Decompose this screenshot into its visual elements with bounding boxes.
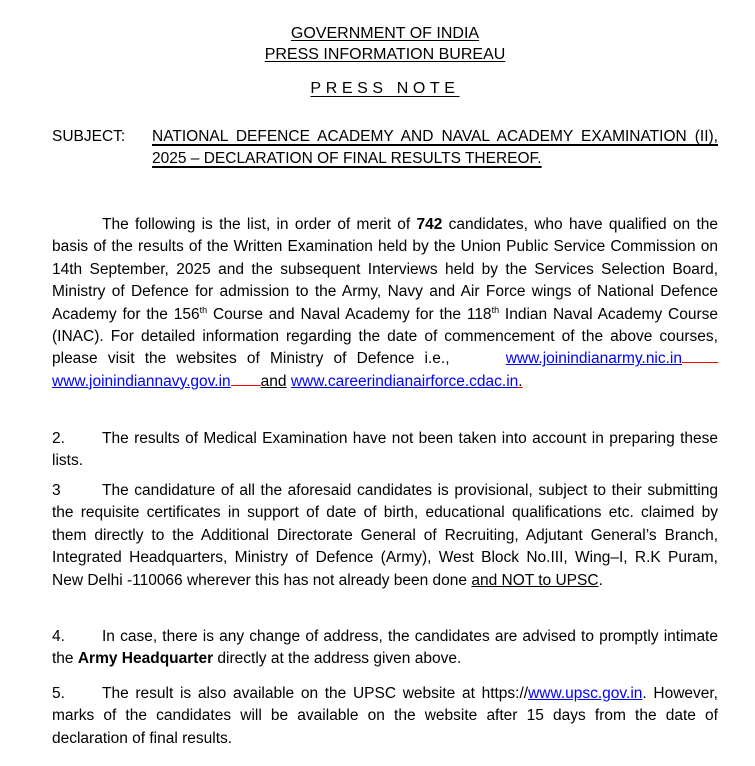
header-press-information-bureau: PRESS INFORMATION BUREAU xyxy=(264,46,506,63)
para4-text-2: directly at the address given above. xyxy=(213,650,462,668)
para5-text-2: . However, marks of the candidates will be available on the website after 15 days from the date of declaration of final results. xyxy=(52,685,718,747)
subject-block xyxy=(52,126,718,169)
press-note-title: PRESS NOTE xyxy=(310,80,460,97)
subject-text: NATIONAL DEFENCE ACADEMY AND NAVAL ACADEMY EXAMINATION (II), 2025 – DECLARATION OF FINAL RESULTS THEREOF. xyxy=(152,128,718,167)
para1-text-1: The following is the list, in order of merit of xyxy=(102,216,417,233)
para3-number: 3 xyxy=(52,482,61,499)
para1-text-2: candidates, who have qualified on the basis of the results of the Written Examination held by the Union Public Service Commission on 14th September, 2025 and the subsequent Interviews held by the Services Selection Board, Ministry of Defence for admission to the Army, Navy and Air Force wings of National Defence Academy for the 156 xyxy=(52,216,718,323)
and-text: and xyxy=(260,372,287,390)
para5-text-1: The result is also available on the UPSC website at https:// xyxy=(102,685,529,702)
candidate-count: 742 xyxy=(416,216,443,233)
para2-number: 2. xyxy=(52,430,65,447)
para1-text-3: Course and Naval Academy for the 118 xyxy=(207,305,492,323)
para2-text: The results of Medical Examination have not been taken into account in preparing these lists. xyxy=(52,430,718,470)
para3-text: The candidature of all the aforesaid candidates is provisional, subject to their submitting the requisite certificates in support of date of birth, educational qualifications etc. claimed by them directly to the Additional Directorate General of Recruiting, Adjutant General’s Branch, Integrated Headquarters, Ministry of Defence (Army), West Block No.III, Wing–I, R.K Puram, New Delhi -110066 wherever this has not already been done xyxy=(52,482,718,589)
paragraph-5 xyxy=(52,683,718,750)
sup-th-1: th xyxy=(199,304,208,315)
link-join-indian-navy[interactable]: www.joinindiannavy.gov.in xyxy=(52,372,231,390)
sup-th-2: th xyxy=(491,304,500,315)
para4-number: 4. xyxy=(52,628,65,645)
paragraph-4 xyxy=(52,626,718,671)
para3-end: . xyxy=(598,571,603,589)
link-gap-underline xyxy=(682,348,718,363)
not-to-upsc-emphasis: and NOT to UPSC xyxy=(471,571,599,589)
paragraph-3 xyxy=(52,480,718,592)
document-header xyxy=(0,23,755,65)
para4-text-1: In case, there is any change of address, the candidates are advised to promptly intimate the xyxy=(52,628,718,668)
link-career-indian-airforce[interactable]: www.careerindianairforce.cdac.in xyxy=(290,372,519,390)
para1-text-4: Indian Naval Academy Course (INAC). For detailed information regarding the date of commencement of the above courses, please visit the websites of Ministry of Defence i.e., xyxy=(52,305,719,368)
paragraph-1 xyxy=(52,214,718,393)
army-headquarter-bold: Army Headquarter xyxy=(77,650,214,668)
para1-end: . xyxy=(518,372,523,390)
link-join-indian-army[interactable]: www.joinindianarmy.nic.in xyxy=(505,350,682,368)
paragraph-2 xyxy=(52,428,718,473)
subject-label: SUBJECT: xyxy=(52,128,126,145)
link-gap-underline xyxy=(231,371,261,386)
para5-number: 5. xyxy=(52,685,65,702)
header-government-of-india: GOVERNMENT OF INDIA xyxy=(290,25,480,42)
link-upsc[interactable]: www.upsc.gov.in xyxy=(528,685,643,702)
